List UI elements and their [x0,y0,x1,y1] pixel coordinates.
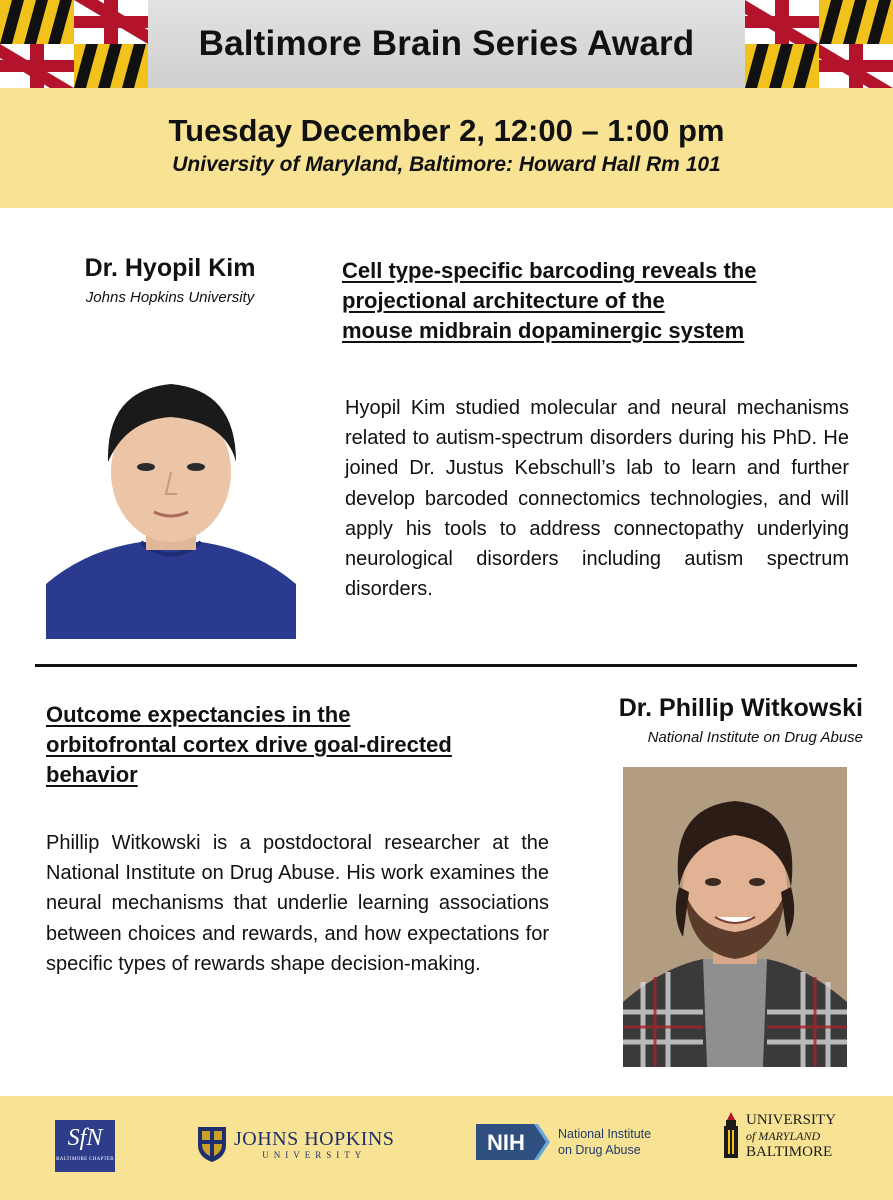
nih-wordmark [558,1126,651,1158]
sfn-caption: BALTIMORE CHAPTER [56,1157,114,1162]
umb-line-1: UNIVERSITY [746,1112,836,1128]
speaker-1-photo [46,362,296,639]
jhu-line-2: UNIVERSITY [262,1149,367,1160]
nih-mark-icon [476,1124,550,1160]
jhu-wordmark [234,1128,394,1161]
speaker-2-name-block [560,694,863,746]
sponsor-footer [0,1096,893,1200]
talk-title-line: projectional architecture of the [342,288,665,313]
sfn-mark: SfN [67,1125,103,1151]
sfn-logo [55,1120,115,1172]
umb-line-3: BALTIMORE [746,1144,833,1160]
speaker-1-name-block [50,254,290,306]
speaker-2-name: Dr. Phillip Witkowski [618,694,863,722]
speaker-1-talk-title [342,256,862,346]
nih-line-2: on Drug Abuse [558,1143,641,1157]
speaker-1-bio: Hyopil Kim studied molecular and neural mechanisms related to autism-spectrum disorders during his PhD. He joined Dr. Justus Kebschull’s lab to learn and further develop barcoded connectomics technologies, and will apply his tools to address connectopathy underlying neurological disorders including autism spectrum disorders. [345,397,849,601]
nih-line-1: National Institute [558,1127,652,1141]
section-divider [35,664,857,667]
nih-nida-logo [476,1124,651,1160]
johns-hopkins-logo [196,1124,394,1164]
jhu-line-1: JOHNS HOPKINS [234,1127,395,1150]
talk-title-line: orbitofrontal cortex drive goal-directed [46,732,452,757]
talk-title-line: Outcome expectancies in the [46,702,351,727]
umb-tower-icon [722,1112,740,1158]
umaryland-baltimore-logo [722,1112,836,1160]
speaker-2-affiliation: National Institute on Drug Abuse [647,729,863,746]
talk-title-line: Cell type-specific barcoding reveals the [342,258,757,283]
speaker-2-talk-title [46,700,566,790]
umb-wordmark [746,1112,836,1160]
speaker-2-photo [623,767,847,1067]
maryland-flag-right [745,0,893,88]
umb-line-2: of MARYLAND [746,1129,821,1143]
talk-title-line: behavior [46,762,138,787]
speaker-2-bio: Phillip Witkowski is a postdoctoral researcher at the National Institute on Drug Abuse. His work examines the neural mechanisms that underlie learning associations between choices and rewards, and how expectations for specific types of rewards shape decision-making. [46,832,549,975]
talk-title-line: mouse midbrain dopaminergic system [342,318,745,343]
speaker-1-affiliation: Johns Hopkins University [85,289,255,306]
title-bar [148,0,745,88]
event-date: Tuesday December 2, 12:00 – 1:00 pm [168,113,725,148]
event-venue: University of Maryland, Baltimore: Howard Hall Rm 101 [172,153,721,176]
jhu-shield-icon [196,1125,228,1163]
date-band [0,88,893,208]
nih-mark: NIH [487,1130,525,1155]
maryland-flag-left [0,0,148,88]
speaker-1-name: Dr. Hyopil Kim [84,254,256,282]
page-title: Baltimore Brain Series Award [198,24,695,63]
